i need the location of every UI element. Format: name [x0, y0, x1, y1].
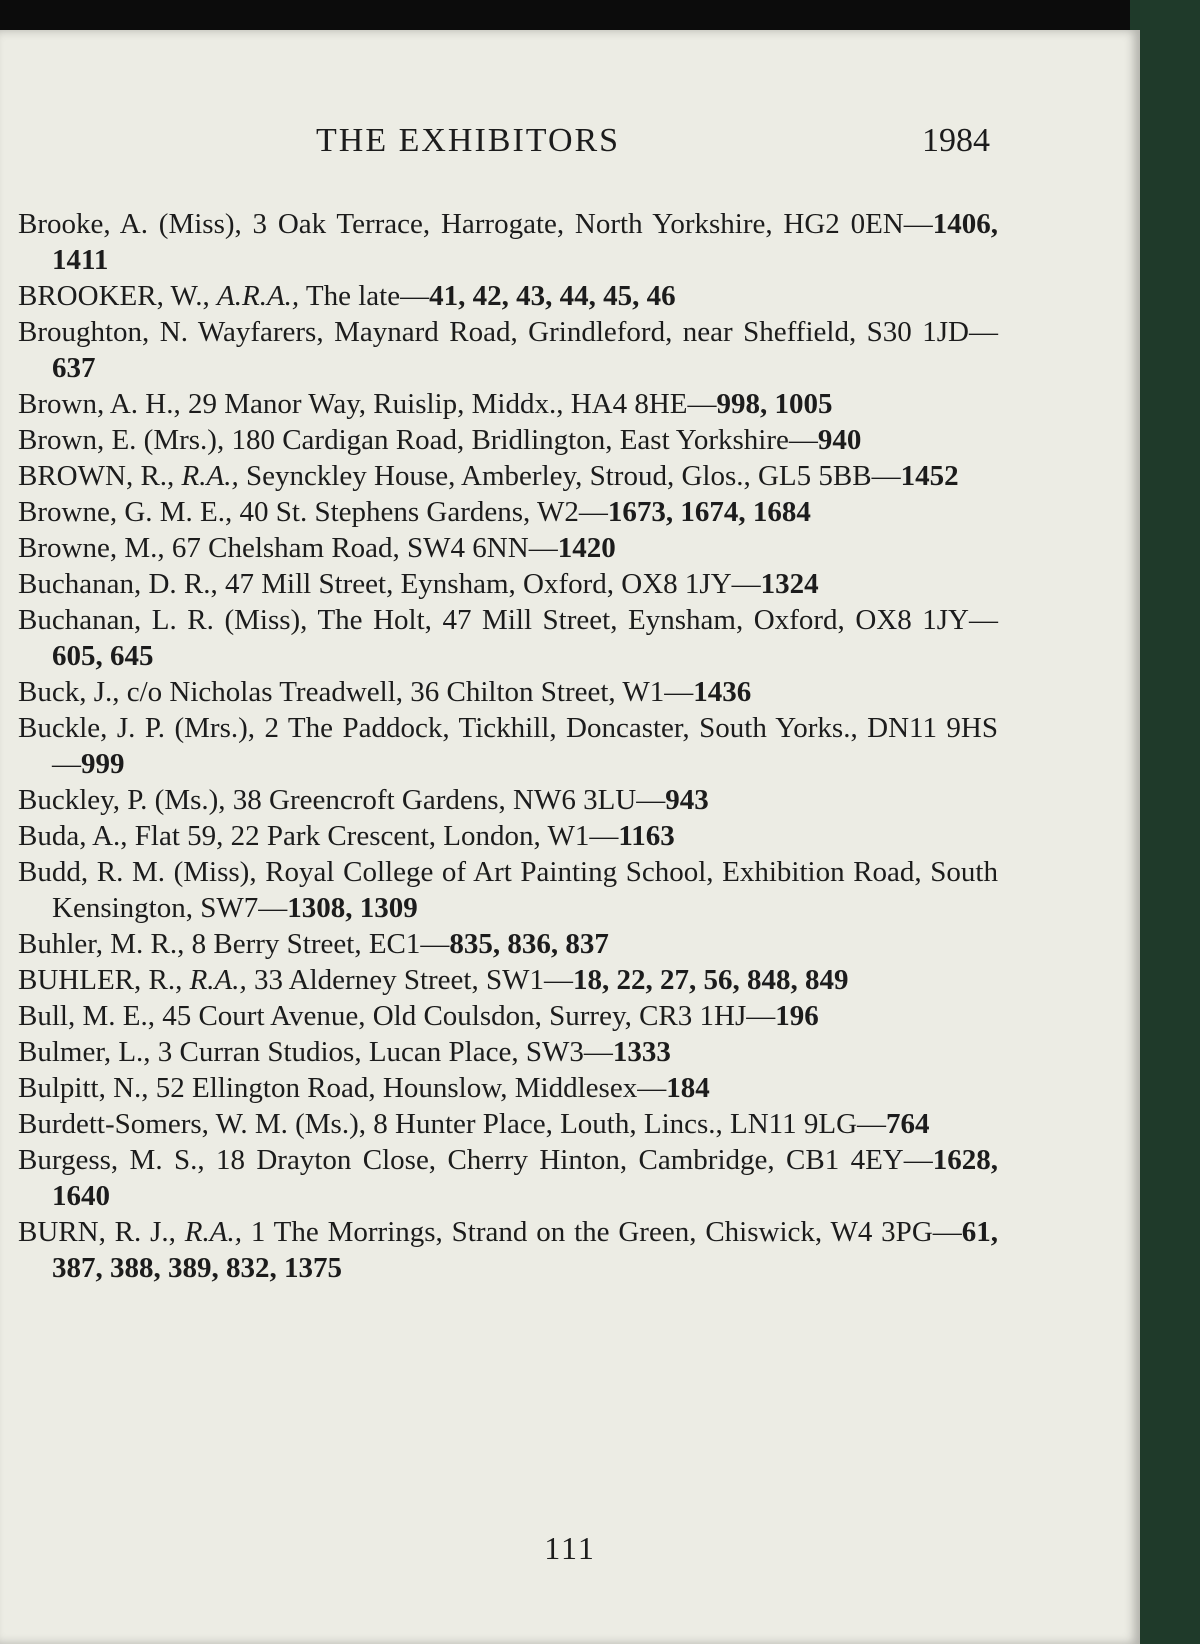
entry-dash: — — [528, 532, 558, 564]
entry-dash: — — [871, 460, 901, 492]
exhibitor-address: 1 The Morrings, Strand on the Green, Chiswick, W4 3PG — [241, 1216, 933, 1248]
exhibitor-name-address: Buchanan, D. R., 47 Mill Street, Eynsham, Oxford, OX8 1JY — [18, 568, 732, 600]
catalogue-numbers: 1324 — [760, 568, 819, 600]
exhibitor-name-address: BURN, R. J., — [18, 1216, 185, 1248]
entry-dash: — — [857, 1108, 887, 1140]
catalogue-numbers: 1436 — [693, 676, 752, 708]
page-title: THE EXHIBITORS — [316, 122, 621, 159]
page-number: 111 — [544, 1530, 596, 1566]
catalogue-numbers: 1163 — [618, 820, 675, 852]
page-year: 1984 — [922, 122, 990, 159]
exhibitor-entry — [18, 206, 998, 278]
catalogue-numbers: 1628, 1640 — [52, 1144, 998, 1212]
exhibitor-name-address: Buckle, J. P. (Mrs.), 2 The Paddock, Tickhill, Doncaster, South Yorks., DN11 9HS — [18, 712, 998, 744]
exhibitor-name-address: BROOKER, W., — [18, 280, 218, 312]
book-page — [0, 30, 1140, 1644]
entry-dash: — — [637, 1072, 667, 1104]
entry-dash: — — [969, 604, 998, 636]
exhibitor-entry — [18, 998, 998, 1034]
catalogue-numbers: 764 — [886, 1108, 930, 1140]
entry-dash: — — [583, 1036, 613, 1068]
catalogue-numbers: 940 — [817, 424, 862, 456]
exhibitor-entry — [18, 782, 998, 818]
entry-dash: — — [788, 424, 818, 456]
exhibitor-address: Seynckley House, Amberley, Stroud, Glos., GL5 5BB — [238, 460, 872, 492]
exhibitor-entry — [18, 1034, 998, 1070]
catalogue-numbers: 999 — [81, 748, 125, 780]
exhibitor-address: 33 Alderney Street, SW1 — [246, 964, 544, 996]
exhibitor-entry — [18, 278, 998, 314]
academy-title: A.R.A., — [217, 280, 300, 312]
exhibitor-address: The late — [299, 280, 401, 312]
exhibitor-name-address: Browne, M., 67 Chelsham Road, SW4 6NN — [18, 532, 529, 564]
catalogue-numbers: 196 — [775, 1000, 819, 1032]
exhibitor-name-address: Bulmer, L., 3 Curran Studios, Lucan Place, SW3 — [18, 1036, 584, 1068]
catalogue-numbers: 61, 387, 388, 389, 832, 1375 — [52, 1216, 999, 1284]
exhibitor-entry — [18, 854, 998, 926]
entry-dash: — — [420, 928, 450, 960]
exhibitor-entry — [18, 494, 998, 530]
exhibitor-entry — [18, 1106, 998, 1142]
exhibitor-name-address: Buckley, P. (Ms.), 38 Greencroft Gardens, NW6 3LU — [18, 784, 637, 816]
entry-dash: — — [636, 784, 666, 816]
catalogue-numbers: 637 — [52, 352, 96, 384]
exhibitor-list — [18, 206, 998, 1286]
catalogue-numbers: 41, 42, 43, 44, 45, 46 — [429, 280, 676, 312]
exhibitor-entry — [18, 386, 998, 422]
catalogue-numbers: 1308, 1309 — [287, 892, 418, 924]
entry-dash: — — [400, 280, 430, 312]
catalogue-numbers: 18, 22, 27, 56, 848, 849 — [572, 964, 849, 996]
entry-dash: — — [543, 964, 573, 996]
exhibitor-name-address: Buhler, M. R., 8 Berry Street, EC1 — [18, 928, 421, 960]
entry-dash: — — [932, 1216, 962, 1248]
entry-dash: — — [903, 1144, 933, 1176]
exhibitor-name-address: Broughton, N. Wayfarers, Maynard Road, Grindleford, near Sheffield, S30 1JD — [18, 316, 969, 348]
exhibitor-entry — [18, 1070, 998, 1106]
exhibitor-entry — [18, 602, 998, 674]
entry-dash: — — [969, 316, 998, 348]
catalogue-numbers: 1420 — [557, 532, 616, 564]
exhibitor-name-address: BUHLER, R., — [18, 964, 190, 996]
exhibitor-entry — [18, 818, 998, 854]
entry-dash: — — [903, 208, 933, 240]
entry-dash: — — [258, 892, 288, 924]
exhibitor-entry — [18, 566, 998, 602]
exhibitor-name-address: Bulpitt, N., 52 Ellington Road, Hounslow, Middlesex — [18, 1072, 638, 1104]
catalogue-numbers: 1333 — [612, 1036, 671, 1068]
catalogue-numbers: 998, 1005 — [716, 388, 833, 420]
entry-dash: — — [664, 676, 694, 708]
entry-dash: — — [746, 1000, 776, 1032]
entry-dash: — — [52, 748, 81, 780]
exhibitor-name-address: Bull, M. E., 45 Court Avenue, Old Coulsdon, Surrey, CR3 1HJ — [18, 1000, 747, 1032]
entry-dash: — — [731, 568, 761, 600]
exhibitor-entry — [18, 458, 998, 494]
exhibitor-name-address: Brown, A. H., 29 Manor Way, Ruislip, Middx., HA4 8HE — [18, 388, 688, 420]
catalogue-numbers: 1673, 1674, 1684 — [607, 496, 811, 528]
catalogue-numbers: 1406, 1411 — [52, 208, 998, 276]
catalogue-numbers: 1452 — [900, 460, 959, 492]
exhibitor-entry — [18, 674, 998, 710]
running-head — [0, 122, 1140, 172]
exhibitor-entry — [18, 926, 998, 962]
entry-dash: — — [687, 388, 717, 420]
book-cover-edge — [1130, 0, 1200, 1644]
catalogue-numbers: 184 — [666, 1072, 710, 1104]
catalogue-numbers: 835, 836, 837 — [449, 928, 609, 960]
exhibitor-name-address: Budd, R. M. (Miss), Royal College of Art Painting School, Exhibition Road, South Kensington, SW7 — [18, 856, 998, 924]
exhibitor-entry — [18, 530, 998, 566]
catalogue-numbers: 605, 645 — [52, 640, 154, 672]
exhibitor-name-address: Buck, J., c/o Nicholas Treadwell, 36 Chilton Street, W1 — [18, 676, 665, 708]
exhibitor-name-address: Buchanan, L. R. (Miss), The Holt, 47 Mill Street, Eynsham, Oxford, OX8 1JY — [18, 604, 969, 636]
exhibitor-name-address: Burgess, M. S., 18 Drayton Close, Cherry Hinton, Cambridge, CB1 4EY — [18, 1144, 904, 1176]
exhibitor-entry — [18, 314, 998, 386]
exhibitor-entry — [18, 1214, 998, 1286]
exhibitor-name-address: Brooke, A. (Miss), 3 Oak Terrace, Harrogate, North Yorkshire, HG2 0EN — [18, 208, 904, 240]
catalogue-numbers: 943 — [665, 784, 709, 816]
academy-title: R.A., — [181, 460, 239, 492]
entry-dash: — — [589, 820, 619, 852]
academy-title: R.A., — [184, 1216, 242, 1248]
exhibitor-name-address: Burdett-Somers, W. M. (Ms.), 8 Hunter Place, Louth, Lincs., LN11 9LG — [18, 1108, 858, 1140]
exhibitor-entry — [18, 1142, 998, 1214]
academy-title: R.A., — [189, 964, 247, 996]
exhibitor-entry — [18, 962, 998, 998]
exhibitor-name-address: Brown, E. (Mrs.), 180 Cardigan Road, Bridlington, East Yorkshire — [18, 424, 789, 456]
entry-dash: — — [578, 496, 608, 528]
exhibitor-name-address: Browne, G. M. E., 40 St. Stephens Gardens, W2 — [18, 496, 579, 528]
exhibitor-name-address: BROWN, R., — [18, 460, 182, 492]
exhibitor-entry — [18, 422, 998, 458]
exhibitor-name-address: Buda, A., Flat 59, 22 Park Crescent, London, W1 — [18, 820, 590, 852]
exhibitor-entry — [18, 710, 998, 782]
